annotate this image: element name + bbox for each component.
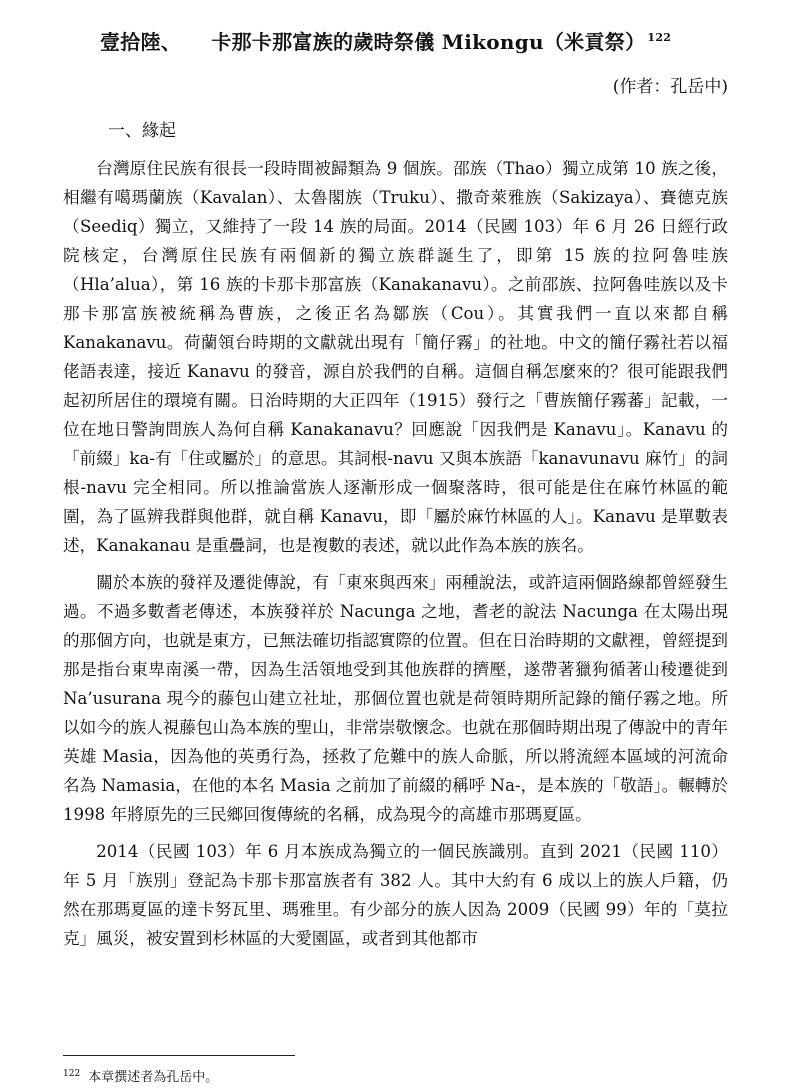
chapter-title (100, 26, 740, 55)
body-text (63, 154, 728, 961)
author-credit: (作者：孔岳中) (612, 77, 728, 97)
footnote-text: 本章撰述者為孔岳中。 (88, 1070, 219, 1085)
chapter-title-text: 卡那卡那富族的歲時祭儀 Mikongu（米貢祭） (211, 30, 646, 54)
chapter-number: 壹拾陸、 (100, 30, 182, 54)
section-heading: 一、緣起 (108, 121, 176, 141)
paragraph-origin-name: 台灣原住民族有很長一段時間被歸類為 9 個族。邵族（Thao）獨立成第 10 族之後，相繼有噶瑪蘭族（Kavalan）、太魯閣族（Truku）、撒奇萊雅族（Sakizaya）、賽德克族（Seediq）獨立，又維持了一段 14 族的局面。2014（民國 103）年 6 月 26 日經行政院核定，台灣原住民族有兩個新的獨立族群誕生了，即第 15 族的拉阿魯哇族（Hla’alua），第 16 族的卡那卡那富族（Kanakanavu）。之前邵族、拉阿魯哇族以及卡那卡那富族被統稱為曹族，之後正名為鄒族（Cou）。其實我們一直以來都自稱 Kanakanavu。荷蘭領台時期的文獻就出現有「簡仔霧」的社地。中文的簡仔霧社若以福佬語表達，接近 Kanavu 的發音，源自於我們的自稱。這個自稱怎麼來的？很可能跟我們起初所居住的環境有關。日治時期的大正四年（1915）發行之「曹族簡仔霧蕃」記載，一位在地日警詢問族人為何自稱 Kanakanavu？回應說「因我們是 Kanavu」。Kanavu 的「前綴」ka-有「住或屬於」的意思。其詞根-navu 又與本族語「kanavunavu 麻竹」的詞根-navu 完全相同。所以推論當族人逐漸形成一個聚落時，很可能是住在麻竹林區的範圍，為了區辨我群與他群，就自稱 Kanavu，即「屬於麻竹林區的人」。Kanavu 是單數表述，Kanakanau 是重疊詞，也是複數的表述，就以此作為本族的族名。 (63, 159, 728, 555)
paragraph-population: 2014（民國 103）年 6 月本族成為獨立的一個民族識別。直到 2021（民國 110）年 5 月「族別」登記為卡那卡那富族者有 382 人。其中大約有 6 成以上的族人戶籍，仍然在那瑪夏區的達卡努瓦里、瑪雅里。有少部分的族人因為 2009（民國 99）年的「莫拉克」風災，被安置到杉林區的大愛園區，或者到其他都市 (63, 842, 728, 948)
footnote-number: 122 (63, 1068, 81, 1079)
footnote-divider (63, 1055, 295, 1056)
paragraph-migration-legend: 關於本族的發祥及遷徙傳說，有「東來與西來」兩種說法，或許這兩個路線都曾經發生過。不過多數耆老傳述，本族發祥於 Nacunga 之地，耆老的說法 Nacunga 在太陽出現的那個方向，也就是東方，已無法確切指認實際的位置。但在日治時期的文獻裡，曾經提到那是指台東卑南溪一帶，因為生活領地受到其他族群的擠壓，遂帶著獵狗循著山稜遷徙到 Na’usurana 現今的藤包山建立社址，那個位置也就是荷領時期所記錄的簡仔霧之地。所以如今的族人視藤包山為本族的聖山，非常崇敬懷念。也就在那個時期出現了傳說中的青年英雄 Masia，因為他的英勇行為，拯救了危難中的族人命脈，所以將流經本區域的河流命名為 Namasia，在他的本名 Masia 之前加了前綴的稱呼 Na-，是本族的「敬語」。輾轉於 1998 年將原先的三民鄉回復傳統的名稱，成為現今的高雄市那瑪夏區。 (63, 573, 728, 824)
title-footnote-ref[interactable]: 122 (647, 31, 672, 45)
footnote (63, 1066, 218, 1085)
